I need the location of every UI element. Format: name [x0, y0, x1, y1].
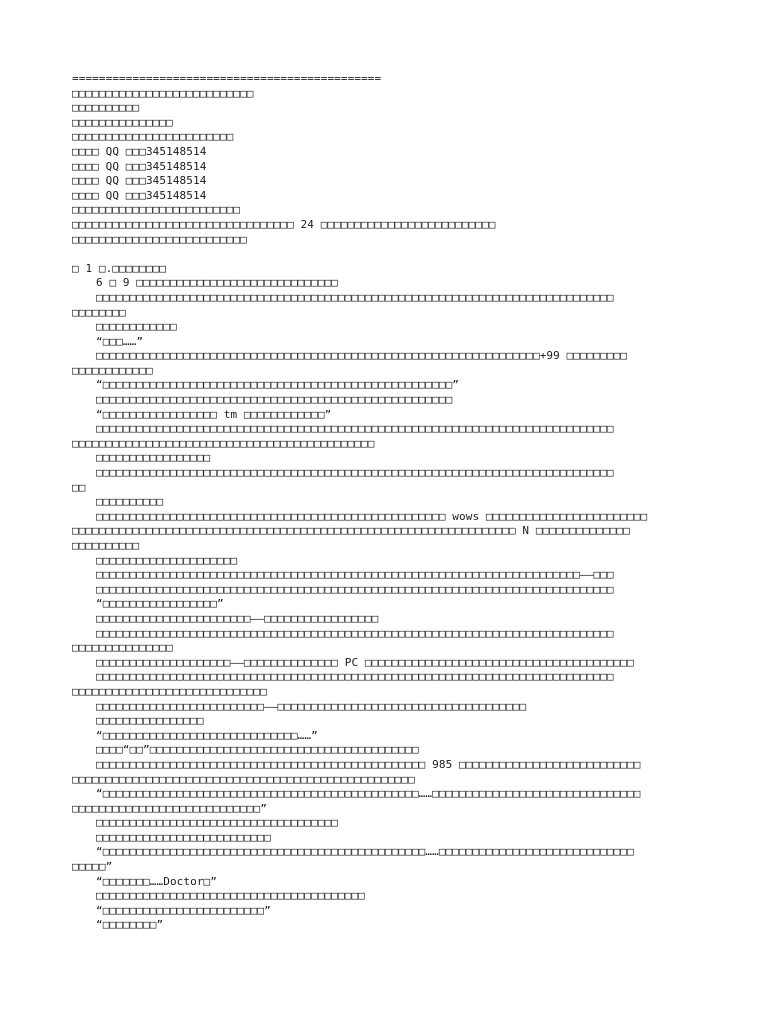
text-line: □□□□□□□□□□□□□□□□□□□□□□□□□□□□□□□□□□□□□□□□□□□□□□□□□□□□□□□□□□□□□□□□□□+99 □□□□□□□□□ — [96, 349, 628, 363]
text-line: □□□□□□□□□□□□□□□□□□□□□ — [96, 553, 238, 567]
text-line: □□□□□□□□□□ — [96, 495, 164, 509]
blank-line — [72, 247, 702, 262]
text-line: □□□□□□□□□□□□□□□□□□□□□□□□□□□□□□□□□□□□□□□□□□□□□□□□□□□□□□□□□□□□□□□□□□ N □□□□□□□□□□□□□□ — [72, 524, 630, 538]
text-line: □□□□□□□□□□□□□□□□□□□□□□□□□□□□□ — [72, 684, 267, 698]
text-line: “□□□□□□□□□□□□□□□□□ tm □□□□□□□□□□□□” — [96, 407, 332, 421]
text-line: □□□□□□□□ — [72, 305, 126, 319]
text-line: “□□□□□□□□□□□□□□□□□□□□□□□□□□□□□□□□□□□□□□□□□□□□□□□□□□□□” — [96, 378, 460, 392]
text-line: □□□□□□□□□□□□□□□□□□□□□□□□□□□□□□□□□□□□□□□□□□□□□□□□□□□□□□□□□□□□□□□□□□□□□□□□□□□□□ — [96, 670, 614, 684]
text-line: □□□□□□□□□□□□□□□□□□□□□□□□□□□□□□□□□□□□□□□□□□□□□□□□□□□□□ — [96, 393, 453, 407]
header-line: □□□□ QQ □□□345148514 — [72, 144, 207, 158]
text-line: □□□□□□□□□□□□□□□□□□□□□□□□□——□□□□□□□□□□□□□□□□□□□□□□□□□□□□□□□□□□□□□ — [96, 699, 527, 713]
text-line: □□□□□□□□□□□□ — [96, 320, 177, 334]
text-line: □□□□□□□□□□□□□□□□ — [96, 714, 204, 728]
chapter-body — [72, 276, 702, 933]
text-line: □□□□□□□□□□□□□□□□□□□□□□□□□□□□□□□□□□□□□□□□□□□□□□□□□□□□□□□□□□□□□□□□□□□□□□□□□□□□□ — [96, 582, 614, 596]
text-line: □□□□□□□□□□□□□□□□□□□□□□□□□□□□□□□□□□□□□□□□□□□□□□□□□□□□ wows □□□□□□□□□□□□□□□□□□□□□□□□ — [96, 509, 648, 523]
header-line: □□□□ QQ □□□345148514 — [72, 188, 207, 202]
text-line: “□□□□□□□□□□□□□□□□□□□□□□□□□□□□□……” — [96, 728, 318, 742]
text-line: □□□□□□□□□□□□□□□□□□□□——□□□□□□□□□□□□□□ PC □□□□□□□□□□□□□□□□□□□□□□□□□□□□□□□□□□□□□□□□ — [96, 655, 634, 669]
header-line: □□□□ QQ □□□345148514 — [72, 159, 207, 173]
header-line: □□□□□□□□□□□□□□□□□□□□□□□□□□□ — [72, 86, 254, 100]
text-line: □□□□□□□□□□□□□□□□□□□□□□□□□□□□□□□□□□□□□□□□□□□□□□□□□□□□□□□□□□□□□□□□□□□□□□□□□□□□□ — [96, 466, 614, 480]
text-line: □□□□□□□□□□□□□□□□□□□□□□□□□□□□□□□□□□□□□□□□□□□□□□□□□□□ — [72, 772, 415, 786]
separator-rule: ============================================== — [72, 72, 382, 85]
text-line: □□□□□□□□□□□□□□□□□□□□□□□□□□□□□□□□□□□□□□□□□□□□□□□□□ 985 □□□□□□□□□□□□□□□□□□□□□□□□□□□ — [96, 757, 641, 771]
text-line: □□ — [72, 480, 86, 494]
chapter-title: □ 1 □.□□□□□□□□ — [72, 261, 167, 275]
header-line: □□□□ QQ □□□345148514 — [72, 174, 207, 188]
text-line: “□□□□□□□□” — [96, 918, 164, 932]
header-line: □□□□□□□□□□□□□□□ — [72, 115, 173, 129]
text-line: □□□□□□□□□□□□□□□□□□□□□□□□□□ — [96, 830, 271, 844]
text-line: “□□□……” — [96, 334, 144, 348]
text-line: □□□□□□□□□□□□ — [72, 363, 153, 377]
text-line: □□□□□□□□□□□□□□□□□□□□□□□□□□□□□□□□□□□□□□□□□□□□□□□□□□□□□□□□□□□□□□□□□□□□□□□□——□□□ — [96, 568, 614, 582]
header-line: □□□□□□□□□□□□□□□□□□□□□□□□□□ — [72, 232, 247, 246]
text-line: □□□□“□□”□□□□□□□□□□□□□□□□□□□□□□□□□□□□□□□□□□□□□□□□ — [96, 743, 419, 757]
text-line: □□□□□□□□□□□□□□□□□□□□□□□□□□□□□□□□□□□□□□□□□□□□□□□□□□□□□□□□□□□□□□□□□□□□□□□□□□□□□ — [96, 422, 614, 436]
text-line: □□□□□□□□□□□□□□□□□□□□□□□□□□□□□□□□□□□□□□□□□□□□□□□□□□□□□□□□□□□□□□□□□□□□□□□□□□□□□ — [96, 290, 614, 304]
text-line: □□□□□□□□□□□□□□□□□□□□□□□□□□□□□□□□□□□□ — [96, 816, 339, 830]
text-line: “□□□□□□□□□□□□□□□□□” — [96, 597, 224, 611]
text-line: □□□□□□□□□□ — [72, 539, 140, 552]
header-line: □□□□□□□□□□□□□□□□□□□□□□□□□□□□□□□□□ 24 □□□□□□□□□□□□□□□□□□□□□□□□□□ — [72, 217, 496, 231]
text-line: □□□□□□□□□□□□□□□□□ — [96, 451, 211, 465]
text-line: □□□□□□□□□□□□□□□□□□□□□□□——□□□□□□□□□□□□□□□□□ — [96, 611, 379, 625]
text-line: “□□□□□□□……Doctor□” — [96, 874, 218, 888]
text-line: “□□□□□□□□□□□□□□□□□□□□□□□□” — [96, 903, 271, 917]
text-line: □□□□□□□□□□□□□□□□□□□□□□□□□□□□□□□□□□□□□□□□□□□□□ — [72, 436, 375, 450]
header-block — [72, 87, 702, 248]
header-line: □□□□□□□□□□ — [72, 101, 140, 115]
text-line: “□□□□□□□□□□□□□□□□□□□□□□□□□□□□□□□□□□□□□□□□□□□□□□□□……□□□□□□□□□□□□□□□□□□□□□□□□□□□□□ — [96, 845, 634, 859]
header-line: □□□□□□□□□□□□□□□□□□□□□□□□□ — [72, 203, 241, 217]
text-line: □□□□□□□□□□□□□□□□□□□□□□□□□□□□□□□□□□□□□□□□ — [96, 889, 365, 903]
text-line: □□□□□□□□□□□□□□□□□□□□□□□□□□□□” — [72, 801, 267, 815]
text-line: 6 □ 9 □□□□□□□□□□□□□□□□□□□□□□□□□□□□□□ — [96, 276, 339, 290]
header-line: □□□□□□□□□□□□□□□□□□□□□□□□ — [72, 130, 234, 144]
text-line: □□□□□□□□□□□□□□□□□□□□□□□□□□□□□□□□□□□□□□□□□□□□□□□□□□□□□□□□□□□□□□□□□□□□□□□□□□□□□ — [96, 626, 614, 640]
text-line: “□□□□□□□□□□□□□□□□□□□□□□□□□□□□□□□□□□□□□□□□□□□□□□□……□□□□□□□□□□□□□□□□□□□□□□□□□□□□□□□ — [96, 787, 641, 801]
text-line: □□□□□” — [72, 860, 113, 874]
document-body — [72, 72, 702, 933]
text-line: □□□□□□□□□□□□□□□ — [72, 641, 173, 655]
